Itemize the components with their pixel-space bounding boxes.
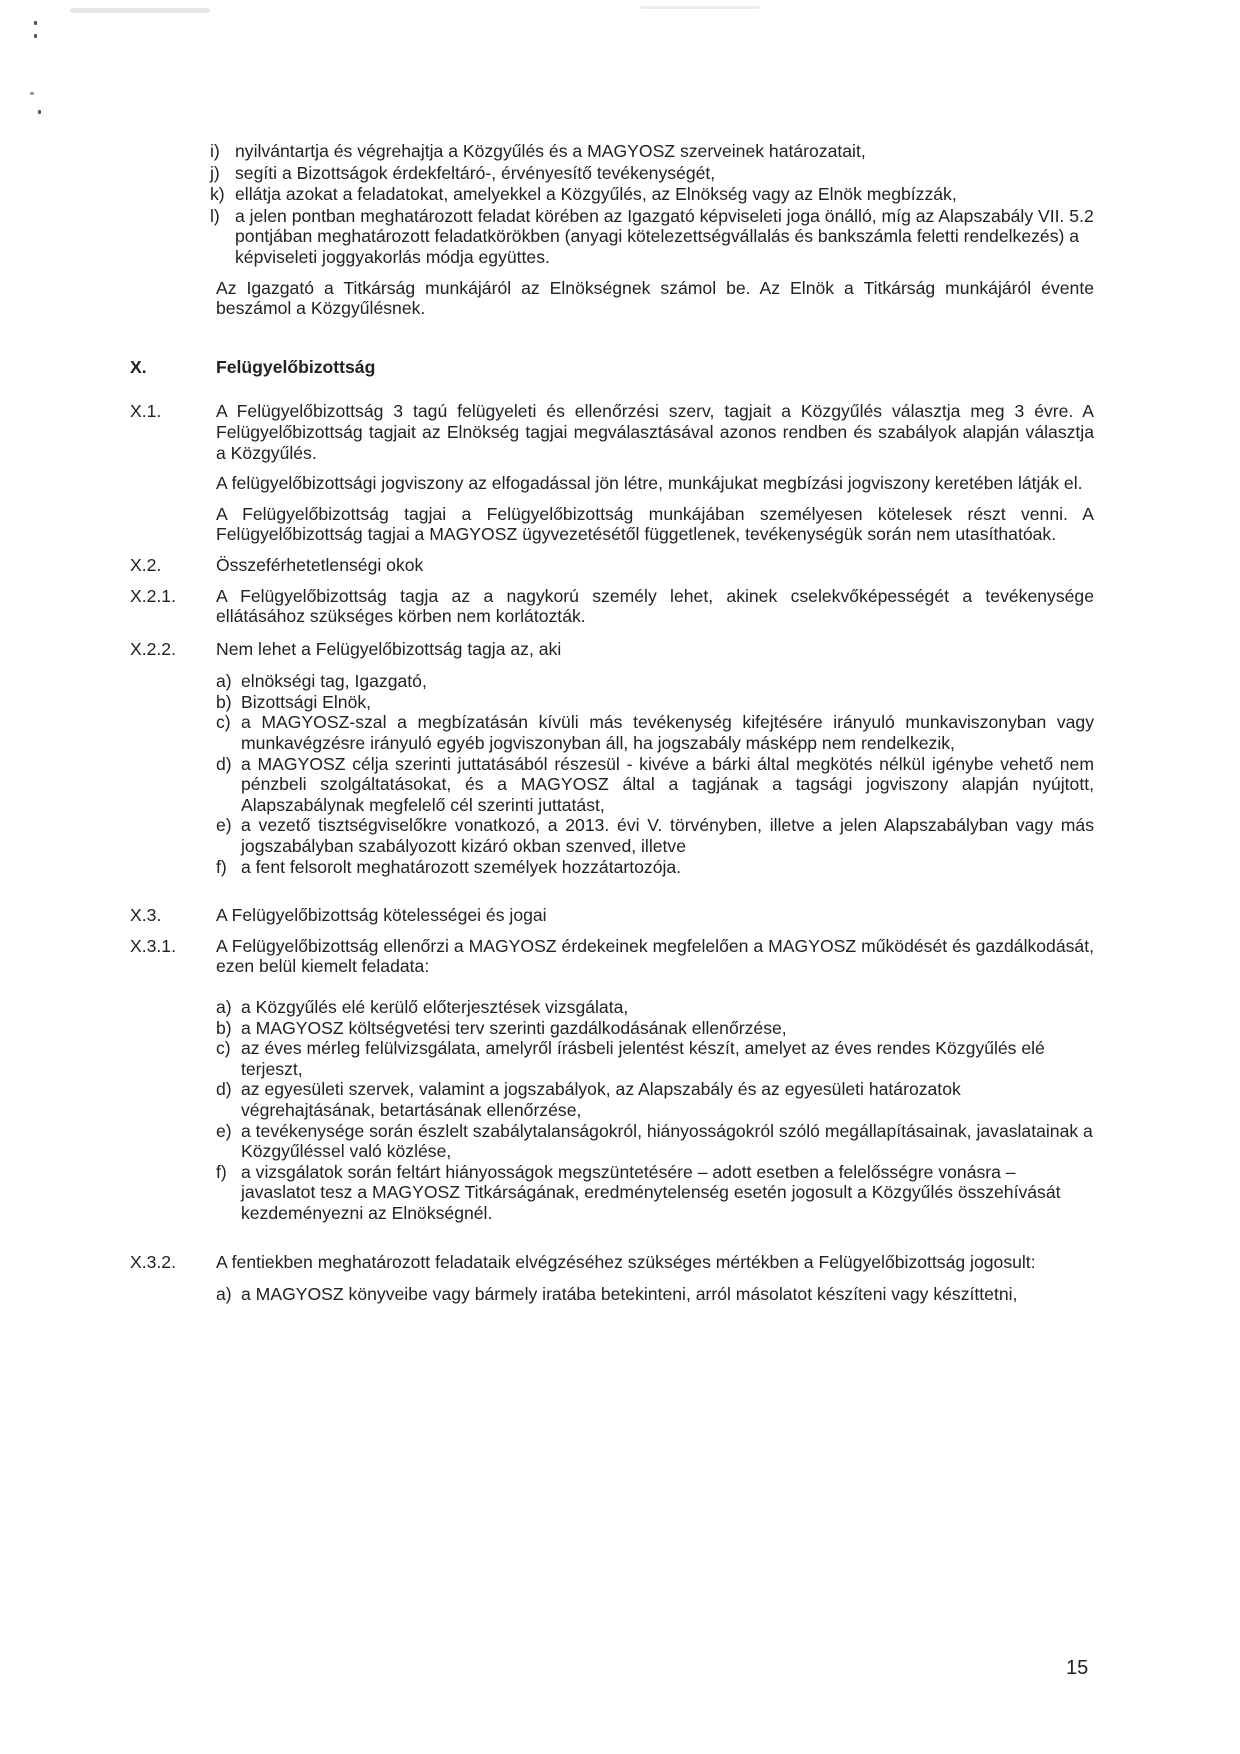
supervisory-duties-list — [216, 997, 1094, 1224]
list-item — [210, 141, 1094, 162]
list-item-label: a) — [216, 997, 232, 1017]
clause-text: A Felügyelőbizottság 3 tagú felügyeleti és ellenőrzési szerv, tagjait a Közgyűlés választja meg 3 évre. A Felügyelőbizottság tagjait az Elnökség tagjai megválasztásával azonos rendben és szabályok alapján választja a Közgyűlés. — [216, 401, 1094, 463]
list-item-text: segíti a Bizottságok érdekfeltáró-, érvényesítő tevékenységét, — [235, 162, 716, 183]
clause-number: X.3.2. — [130, 1251, 176, 1272]
list-item — [210, 163, 1094, 184]
list-item — [216, 857, 1094, 878]
list-item-label: e) — [216, 1120, 232, 1141]
clause-number: X.3. — [130, 905, 162, 926]
list-item-text: az egyesületi szervek, valamint a jogszabályok, az Alapszabály és az egyesületi határozatok végrehajtásának, betartásának ellenőrzése, — [241, 1079, 961, 1120]
list-item-label: c) — [216, 1038, 231, 1059]
list-item-text: a tevékenysége során észlelt szabálytalanságokról, hiányosságokról szóló megállapításainak, javaslatainak a Közgyűléssel való közlése, — [241, 1120, 1093, 1162]
list-item-text: nyilvántartja és végrehajtja a Közgyűlés és a MAGYOSZ szerveinek határozatait, — [235, 141, 866, 161]
clause-x3-1 — [130, 936, 1094, 977]
list-item — [216, 712, 1094, 753]
list-item — [210, 184, 1094, 205]
list-item-label: d) — [216, 753, 232, 774]
clause-number: X.2.2. — [130, 638, 176, 659]
list-item-label: k) — [210, 184, 225, 205]
clause-paragraph: A Felügyelőbizottság tagjai a Felügyelőbizottság munkájában személyesen kötelesek részt venni. A Felügyelőbizottság tagjai a MAGYOSZ ügyvezetésétől függetlenek, tevékenységük során nem utasíthatóak. — [216, 503, 1094, 545]
list-item-text: a MAGYOSZ költségvetési terv szerinti gazdálkodásának ellenőrzése, — [241, 1017, 787, 1038]
clause-x1 — [130, 401, 1094, 463]
list-item — [210, 206, 1094, 268]
list-item-label: a) — [216, 671, 232, 692]
list-item — [216, 671, 1094, 692]
list-item-text: elnökségi tag, Igazgató, — [241, 671, 427, 692]
section-title: Felügyelőbizottság — [216, 356, 376, 377]
clause-text: Nem lehet a Felügyelőbizottság tagja az, aki — [216, 638, 562, 659]
list-item-label: c) — [216, 712, 231, 733]
list-item-text: a MAGYOSZ-szal a megbízatásán kívüli más tevékenység kifejtésére irányuló munkaviszonyban vagy munkavégzésre irányuló egyéb jogviszonyban áll, ha jogszabály másképp nem rendelkezik, — [241, 712, 1094, 754]
list-item-label: a) — [216, 1284, 232, 1305]
list-item — [216, 754, 1094, 816]
clause-title: Összeférhetetlenségi okok — [216, 554, 424, 575]
list-item-text: az éves mérleg felülvizsgálata, amelyről írásbeli jelentést készít, amelyet az éves rendes Közgyűlés elé terjeszt, — [241, 1038, 1045, 1079]
director-duties-list — [210, 141, 1094, 268]
clause-x2-2 — [130, 639, 1094, 660]
clause-number: X.2.1. — [130, 585, 176, 606]
clause-number: X.2. — [130, 554, 162, 575]
list-item-text: a fent felsorolt meghatározott személyek hozzátartozója. — [241, 856, 682, 877]
list-item-text: a Közgyűlés elé kerülő előterjesztések vizsgálata, — [241, 997, 629, 1017]
list-item-label: j) — [210, 162, 220, 183]
list-item-text: a vizsgálatok során feltárt hiányosságok megszüntetésére – adott esetben a felelősségre vonásra – javaslatot tesz a MAGYOSZ Titkárságának, eredménytelenség esetén jogosult a Közgyűlés összehívását kezdeményezni az Elnökségnél. — [241, 1161, 1061, 1223]
list-item-label: b) — [216, 1017, 232, 1038]
list-item-label: f) — [216, 856, 227, 877]
clause-x2 — [130, 555, 1094, 576]
clause-text: A fentiekben meghatározott feladataik elvégzéséhez szükséges mértékben a Felügyelőbizottság jogosult: — [216, 1251, 1036, 1272]
section-heading — [130, 357, 1094, 378]
list-item — [216, 1121, 1094, 1162]
section-number: X. — [130, 356, 147, 377]
document-body — [130, 141, 1094, 1305]
clause-x2-1 — [130, 586, 1094, 627]
list-item-label: i) — [210, 141, 220, 161]
list-item — [216, 1038, 1094, 1079]
list-item-text: a MAGYOSZ könyveibe vagy bármely iratába betekinteni, arról másolatot készíteni vagy készíttetni, — [241, 1284, 1018, 1305]
scan-smudge — [70, 8, 210, 13]
list-item-text: Bizottsági Elnök, — [241, 691, 372, 712]
list-item-label: e) — [216, 815, 232, 836]
list-item-text: a MAGYOSZ célja szerinti juttatásából részesül - kivéve a bárki által megkötés nélkül igénybe vehető nem pénzbeli szolgáltatásokat, és a MAGYOSZ által a tagjának a tagsági jogviszony alapján nyújtott, Alapszabálynak megfelelő cél szerinti juttatást, — [241, 753, 1094, 815]
supervisory-rights-list — [216, 1284, 1094, 1305]
clause-x3-2 — [130, 1252, 1094, 1273]
incompatibility-list — [216, 671, 1094, 877]
scan-speck — [38, 110, 41, 114]
clause-number: X.1. — [130, 401, 162, 422]
list-item — [216, 692, 1094, 713]
scan-speck — [30, 92, 34, 95]
list-item — [216, 997, 1094, 1018]
clause-text: A Felügyelőbizottság ellenőrzi a MAGYOSZ érdekeinek megfelelően a MAGYOSZ működését és gazdálkodását, ezen belül kiemelt feladata: — [216, 935, 1094, 977]
scan-speck — [34, 21, 37, 25]
clause-text: A Felügyelőbizottság tagja az a nagykorú személy lehet, akinek cselekvőképességét a tevékenysége ellátásához szükséges körben nem korlátozták. — [216, 585, 1094, 627]
list-item-label: l) — [210, 205, 220, 226]
list-item — [216, 1162, 1094, 1224]
scan-speck — [34, 34, 37, 38]
clause-number: X.3.1. — [130, 935, 176, 956]
list-item — [216, 815, 1094, 856]
scan-smudge — [640, 6, 760, 9]
clause-x3 — [130, 905, 1094, 926]
list-item-text: ellátja azokat a feladatokat, amelyekkel a Közgyűlés, az Elnökség vagy az Elnök megbízzák, — [235, 184, 957, 205]
clause-paragraph: A felügyelőbizottsági jogviszony az elfogadással jön létre, munkájukat megbízási jogviszony keretében látják el. — [216, 473, 1083, 494]
list-item-label: f) — [216, 1161, 227, 1182]
list-item — [216, 1079, 1094, 1120]
list-item — [216, 1018, 1094, 1039]
list-item-text: a vezető tisztségviselőkre vonatkozó, a 2013. évi V. törvényben, illetve a jelen Alapszabályban vagy más jogszabályban szabályozott kizáró okban szenved, illetve — [241, 815, 1094, 857]
list-item-label: b) — [216, 691, 232, 712]
clause-title: A Felügyelőbizottság kötelességei és jogai — [216, 905, 547, 926]
list-item-label: d) — [216, 1079, 232, 1100]
list-item — [216, 1284, 1094, 1305]
list-item-text: a jelen pontban meghatározott feladat körében az Igazgató képviseleti joga önálló, míg az Alapszabály VII. 5.2 pontjában meghatározott feladatkörökben (anyagi kötelezettségvállalás és bankszámla feletti rendelkezés) a képviseleti joggyakorlás módja együttes. — [235, 205, 1094, 267]
page-number: 15 — [1066, 1657, 1089, 1679]
director-report-paragraph: Az Igazgató a Titkárság munkájáról az Elnökségnek számol be. Az Elnök a Titkárság munkájáról évente beszámol a Közgyűlésnek. — [216, 277, 1094, 319]
